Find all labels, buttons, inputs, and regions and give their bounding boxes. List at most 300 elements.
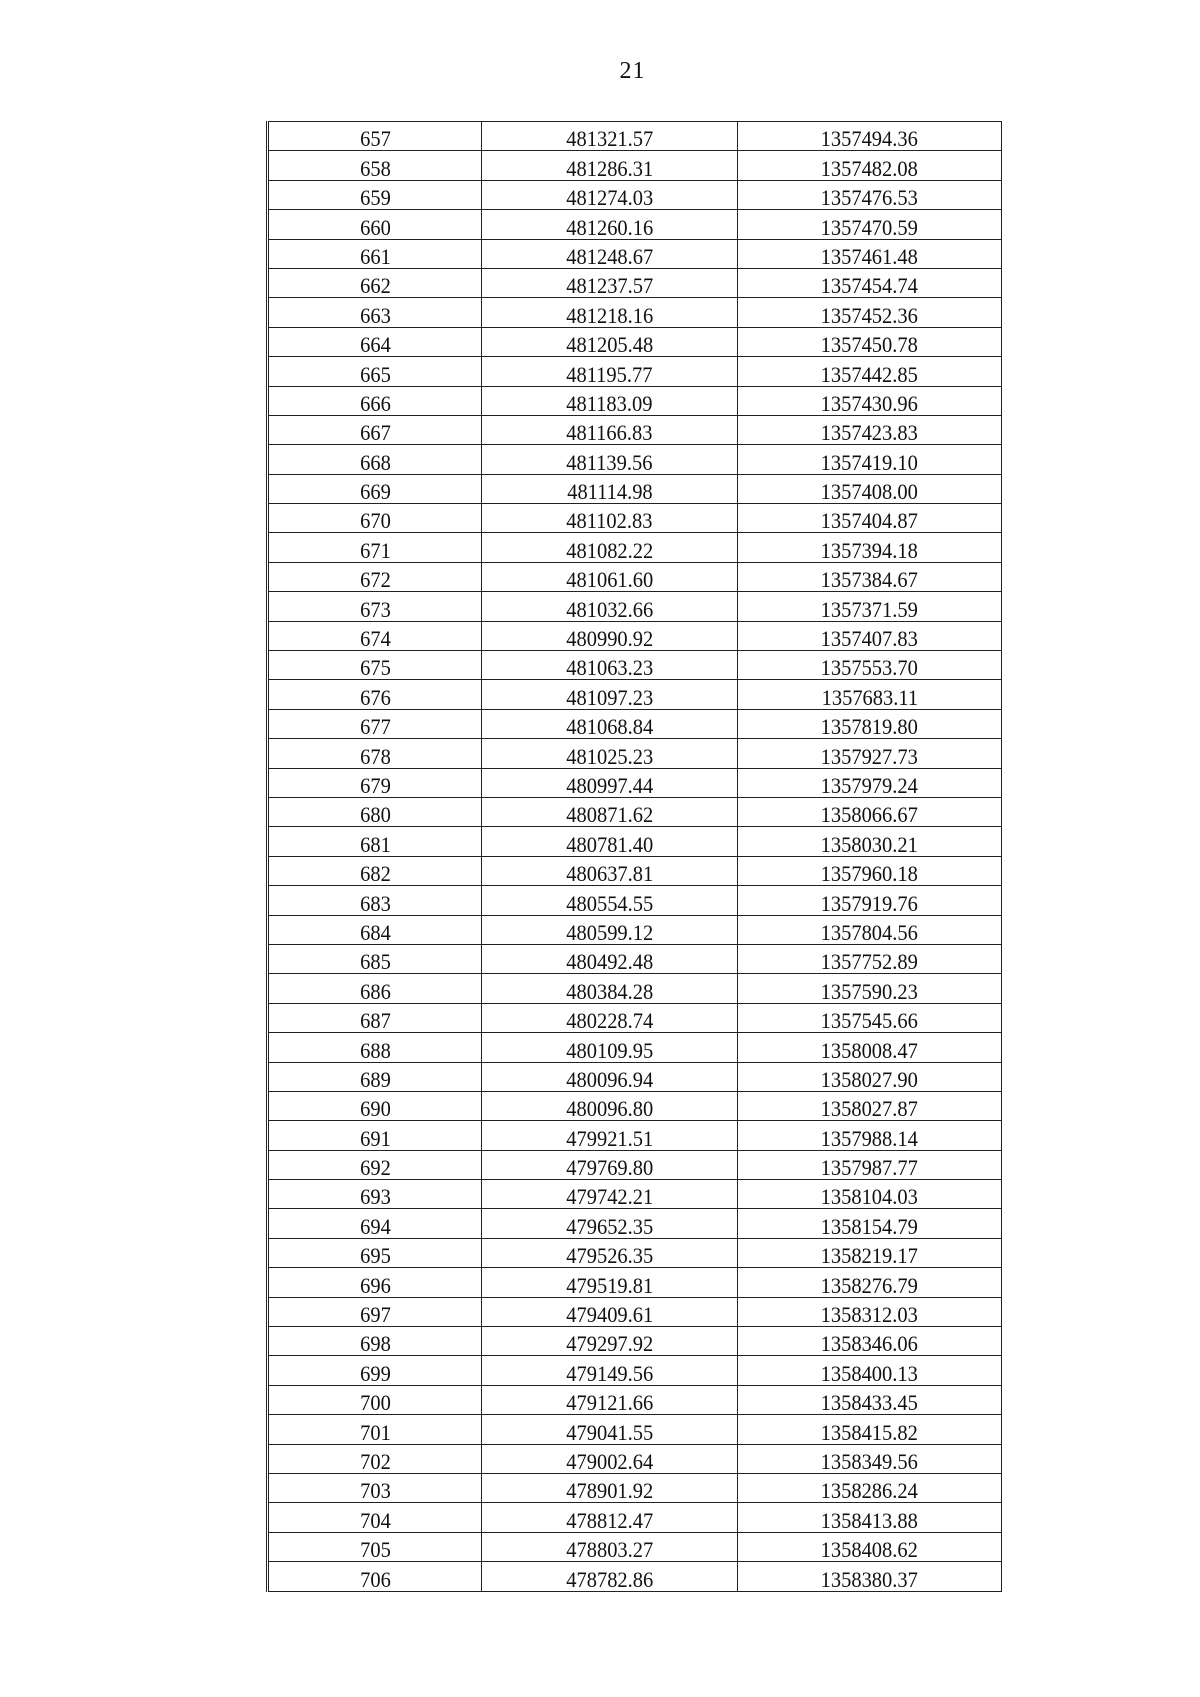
cell-value: 680 — [359, 802, 391, 828]
table-row — [268, 504, 1002, 533]
table-row — [268, 239, 1002, 268]
cell-value: 1358312.03 — [820, 1302, 919, 1328]
cell-value: 480637.81 — [566, 861, 653, 887]
cell-value: 1357960.18 — [820, 861, 919, 887]
table-row — [268, 886, 1002, 915]
x-coordinate-cell — [482, 592, 738, 621]
y-coordinate-cell — [738, 474, 1002, 503]
y-coordinate-cell — [738, 445, 1002, 474]
cell-value: 665 — [359, 361, 391, 387]
y-coordinate-cell — [738, 1121, 1002, 1150]
cell-value: 1358276.79 — [820, 1272, 919, 1298]
y-coordinate-cell — [738, 1297, 1002, 1326]
point-number-cell — [268, 1385, 482, 1414]
point-number-cell — [268, 1503, 482, 1532]
x-coordinate-cell — [482, 562, 738, 591]
y-coordinate-cell — [738, 1473, 1002, 1502]
cell-value: 480997.44 — [566, 772, 653, 798]
x-coordinate-cell — [482, 1150, 738, 1179]
y-coordinate-cell — [738, 974, 1002, 1003]
y-coordinate-cell — [738, 533, 1002, 562]
x-coordinate-cell — [482, 1415, 738, 1444]
y-coordinate-cell — [738, 1532, 1002, 1561]
cell-value: 1358349.56 — [820, 1448, 919, 1474]
point-number-cell — [268, 592, 482, 621]
x-coordinate-cell — [482, 1062, 738, 1091]
point-number-cell — [268, 504, 482, 533]
table-row — [268, 151, 1002, 180]
y-coordinate-cell — [738, 709, 1002, 738]
cell-value: 684 — [359, 919, 391, 945]
cell-value: 661 — [359, 243, 391, 269]
x-coordinate-cell — [482, 1238, 738, 1267]
table-row — [268, 562, 1002, 591]
table-row — [268, 1121, 1002, 1150]
cell-value: 481032.66 — [566, 596, 653, 622]
y-coordinate-cell — [738, 651, 1002, 680]
x-coordinate-cell — [482, 1297, 738, 1326]
cell-value: 703 — [359, 1478, 391, 1504]
cell-value: 480384.28 — [566, 978, 653, 1004]
cell-value: 1357442.85 — [820, 361, 919, 387]
x-coordinate-cell — [482, 1562, 738, 1591]
cell-value: 668 — [359, 449, 391, 475]
y-coordinate-cell — [738, 739, 1002, 768]
y-coordinate-cell — [738, 239, 1002, 268]
cell-value: 1357919.76 — [820, 890, 919, 916]
cell-value: 479769.80 — [566, 1155, 653, 1181]
y-coordinate-cell — [738, 1503, 1002, 1532]
cell-value: 1358027.90 — [820, 1066, 919, 1092]
point-number-cell — [268, 239, 482, 268]
cell-value: 480096.80 — [566, 1096, 653, 1122]
cell-value: 480109.95 — [566, 1037, 653, 1063]
cell-value: 1358154.79 — [820, 1213, 919, 1239]
cell-value: 695 — [359, 1243, 391, 1269]
x-coordinate-cell — [482, 944, 738, 973]
y-coordinate-cell — [738, 1091, 1002, 1120]
cell-value: 479652.35 — [566, 1213, 653, 1239]
point-number-cell — [268, 1238, 482, 1267]
y-coordinate-cell — [738, 768, 1002, 797]
table-row — [268, 1532, 1002, 1561]
point-number-cell — [268, 1473, 482, 1502]
table-row — [268, 915, 1002, 944]
y-coordinate-cell — [738, 1180, 1002, 1209]
cell-value: 1358408.62 — [820, 1537, 919, 1563]
x-coordinate-cell — [482, 1327, 738, 1356]
x-coordinate-cell — [482, 827, 738, 856]
x-coordinate-cell — [482, 151, 738, 180]
table-row — [268, 1473, 1002, 1502]
y-coordinate-cell — [738, 680, 1002, 709]
x-coordinate-cell — [482, 1503, 738, 1532]
cell-value: 664 — [359, 332, 391, 358]
x-coordinate-cell — [482, 1356, 738, 1385]
cell-value: 481166.83 — [566, 420, 653, 446]
x-coordinate-cell — [482, 1532, 738, 1561]
table-row — [268, 327, 1002, 356]
cell-value: 1358400.13 — [820, 1360, 919, 1386]
cell-value: 1358066.67 — [820, 802, 919, 828]
point-number-cell — [268, 180, 482, 209]
cell-value: 666 — [359, 390, 391, 416]
point-number-cell — [268, 886, 482, 915]
point-number-cell — [268, 1150, 482, 1179]
cell-value: 682 — [359, 861, 391, 887]
table-row — [268, 1297, 1002, 1326]
table-row — [268, 856, 1002, 885]
table-row — [268, 1238, 1002, 1267]
y-coordinate-cell — [738, 1385, 1002, 1414]
cell-value: 479526.35 — [566, 1243, 653, 1269]
point-number-cell — [268, 709, 482, 738]
cell-value: 1358413.88 — [820, 1507, 919, 1533]
y-coordinate-cell — [738, 1150, 1002, 1179]
table-row — [268, 1356, 1002, 1385]
point-number-cell — [268, 1327, 482, 1356]
cell-value: 686 — [359, 978, 391, 1004]
cell-value: 1357476.53 — [820, 185, 919, 211]
x-coordinate-cell — [482, 886, 738, 915]
table-body — [268, 122, 1002, 1592]
y-coordinate-cell — [738, 1444, 1002, 1473]
table-row — [268, 1503, 1002, 1532]
table-row — [268, 1327, 1002, 1356]
y-coordinate-cell — [738, 1562, 1002, 1591]
cell-value: 1357384.67 — [820, 567, 919, 593]
x-coordinate-cell — [482, 445, 738, 474]
table-row — [268, 1444, 1002, 1473]
y-coordinate-cell — [738, 151, 1002, 180]
cell-value: 481195.77 — [566, 361, 653, 387]
x-coordinate-cell — [482, 680, 738, 709]
cell-value: 1358433.45 — [820, 1390, 919, 1416]
table-row — [268, 386, 1002, 415]
cell-value: 676 — [359, 684, 391, 710]
point-number-cell — [268, 122, 482, 151]
cell-value: 662 — [359, 273, 391, 299]
point-number-cell — [268, 1033, 482, 1062]
cell-value: 1357371.59 — [820, 596, 919, 622]
table-row — [268, 1562, 1002, 1591]
cell-value: 481321.57 — [566, 126, 653, 152]
y-coordinate-cell — [738, 504, 1002, 533]
point-number-cell — [268, 268, 482, 297]
cell-value: 481237.57 — [566, 273, 653, 299]
cell-value: 657 — [359, 126, 391, 152]
cell-value: 1357545.66 — [820, 1008, 919, 1034]
table-row — [268, 122, 1002, 151]
point-number-cell — [268, 1268, 482, 1297]
cell-value: 1357683.11 — [821, 684, 918, 710]
cell-value: 1357553.70 — [820, 655, 919, 681]
point-number-cell — [268, 1415, 482, 1444]
table-row — [268, 974, 1002, 1003]
y-coordinate-cell — [738, 562, 1002, 591]
cell-value: 678 — [359, 743, 391, 769]
cell-value: 660 — [359, 214, 391, 240]
y-coordinate-cell — [738, 1062, 1002, 1091]
y-coordinate-cell — [738, 1415, 1002, 1444]
cell-value: 687 — [359, 1008, 391, 1034]
table-row — [268, 1091, 1002, 1120]
cell-value: 1357408.00 — [820, 479, 919, 505]
point-number-cell — [268, 1180, 482, 1209]
cell-value: 685 — [359, 949, 391, 975]
y-coordinate-cell — [738, 386, 1002, 415]
cell-value: 481139.56 — [566, 449, 653, 475]
cell-value: 675 — [359, 655, 391, 681]
cell-value: 481114.98 — [566, 479, 653, 505]
x-coordinate-cell — [482, 1091, 738, 1120]
point-number-cell — [268, 1297, 482, 1326]
cell-value: 480554.55 — [566, 890, 653, 916]
point-number-cell — [268, 474, 482, 503]
cell-value: 671 — [359, 537, 391, 563]
y-coordinate-cell — [738, 856, 1002, 885]
cell-value: 1358219.17 — [820, 1243, 919, 1269]
point-number-cell — [268, 915, 482, 944]
table-row — [268, 533, 1002, 562]
cell-value: 1358415.82 — [820, 1419, 919, 1445]
cell-value: 479041.55 — [566, 1419, 653, 1445]
point-number-cell — [268, 1356, 482, 1385]
point-number-cell — [268, 827, 482, 856]
x-coordinate-cell — [482, 621, 738, 650]
cell-value: 690 — [359, 1096, 391, 1122]
point-number-cell — [268, 415, 482, 444]
table-row — [268, 651, 1002, 680]
point-number-cell — [268, 562, 482, 591]
y-coordinate-cell — [738, 298, 1002, 327]
point-number-cell — [268, 445, 482, 474]
y-coordinate-cell — [738, 180, 1002, 209]
point-number-cell — [268, 1209, 482, 1238]
point-number-cell — [268, 327, 482, 356]
point-number-cell — [268, 1121, 482, 1150]
y-coordinate-cell — [738, 944, 1002, 973]
cell-value: 689 — [359, 1066, 391, 1092]
y-coordinate-cell — [738, 1003, 1002, 1032]
cell-value: 481068.84 — [566, 714, 653, 740]
cell-value: 481286.31 — [566, 155, 653, 181]
x-coordinate-cell — [482, 1268, 738, 1297]
cell-value: 1357482.08 — [820, 155, 919, 181]
x-coordinate-cell — [482, 210, 738, 239]
point-number-cell — [268, 944, 482, 973]
cell-value: 700 — [359, 1390, 391, 1416]
cell-value: 1357452.36 — [820, 302, 919, 328]
cell-value: 479921.51 — [566, 1125, 653, 1151]
y-coordinate-cell — [738, 415, 1002, 444]
y-coordinate-cell — [738, 1238, 1002, 1267]
cell-value: 1357819.80 — [820, 714, 919, 740]
table-row — [268, 797, 1002, 826]
cell-value: 677 — [359, 714, 391, 740]
table-row — [268, 415, 1002, 444]
y-coordinate-cell — [738, 592, 1002, 621]
coordinates-table — [266, 121, 1002, 1592]
y-coordinate-cell — [738, 827, 1002, 856]
y-coordinate-cell — [738, 327, 1002, 356]
table-row — [268, 827, 1002, 856]
y-coordinate-cell — [738, 1209, 1002, 1238]
x-coordinate-cell — [482, 386, 738, 415]
x-coordinate-cell — [482, 1385, 738, 1414]
y-coordinate-cell — [738, 210, 1002, 239]
y-coordinate-cell — [738, 1327, 1002, 1356]
cell-value: 663 — [359, 302, 391, 328]
cell-value: 702 — [359, 1448, 391, 1474]
cell-value: 694 — [359, 1213, 391, 1239]
x-coordinate-cell — [482, 856, 738, 885]
point-number-cell — [268, 298, 482, 327]
point-number-cell — [268, 680, 482, 709]
cell-value: 1357752.89 — [820, 949, 919, 975]
table-row — [268, 621, 1002, 650]
point-number-cell — [268, 856, 482, 885]
x-coordinate-cell — [482, 1444, 738, 1473]
cell-value: 1358380.37 — [820, 1566, 919, 1592]
cell-value: 478901.92 — [566, 1478, 653, 1504]
cell-value: 478812.47 — [566, 1507, 653, 1533]
y-coordinate-cell — [738, 621, 1002, 650]
cell-value: 1357419.10 — [820, 449, 919, 475]
x-coordinate-cell — [482, 1121, 738, 1150]
cell-value: 481061.60 — [566, 567, 653, 593]
point-number-cell — [268, 651, 482, 680]
y-coordinate-cell — [738, 1356, 1002, 1385]
table-row — [268, 1209, 1002, 1238]
cell-value: 696 — [359, 1272, 391, 1298]
cell-value: 481183.09 — [566, 390, 653, 416]
point-number-cell — [268, 768, 482, 797]
cell-value: 480990.92 — [566, 626, 653, 652]
cell-value: 669 — [359, 479, 391, 505]
table-row — [268, 298, 1002, 327]
point-number-cell — [268, 1444, 482, 1473]
x-coordinate-cell — [482, 651, 738, 680]
y-coordinate-cell — [738, 122, 1002, 151]
point-number-cell — [268, 621, 482, 650]
cell-value: 480096.94 — [566, 1066, 653, 1092]
cell-value: 1357407.83 — [820, 626, 919, 652]
cell-value: 480781.40 — [566, 831, 653, 857]
table-row — [268, 768, 1002, 797]
cell-value: 1357494.36 — [820, 126, 919, 152]
y-coordinate-cell — [738, 886, 1002, 915]
y-coordinate-cell — [738, 797, 1002, 826]
cell-value: 681 — [359, 831, 391, 857]
cell-value: 479297.92 — [566, 1331, 653, 1357]
page-number: 21 — [619, 58, 646, 84]
x-coordinate-cell — [482, 415, 738, 444]
cell-value: 478782.86 — [566, 1566, 653, 1592]
cell-value: 481102.83 — [566, 508, 653, 534]
cell-value: 1357404.87 — [820, 508, 919, 534]
x-coordinate-cell — [482, 915, 738, 944]
table-row — [268, 709, 1002, 738]
cell-value: 699 — [359, 1360, 391, 1386]
point-number-cell — [268, 1562, 482, 1591]
cell-value: 481082.22 — [566, 537, 653, 563]
cell-value: 481025.23 — [566, 743, 653, 769]
table-row — [268, 1415, 1002, 1444]
y-coordinate-cell — [738, 357, 1002, 386]
table-row — [268, 680, 1002, 709]
table-row — [268, 944, 1002, 973]
x-coordinate-cell — [482, 739, 738, 768]
x-coordinate-cell — [482, 298, 738, 327]
cell-value: 679 — [359, 772, 391, 798]
x-coordinate-cell — [482, 797, 738, 826]
table-row — [268, 592, 1002, 621]
y-coordinate-cell — [738, 1033, 1002, 1062]
x-coordinate-cell — [482, 357, 738, 386]
cell-value: 1357430.96 — [820, 390, 919, 416]
table-row — [268, 268, 1002, 297]
cell-value: 481097.23 — [566, 684, 653, 710]
cell-value: 658 — [359, 155, 391, 181]
cell-value: 479519.81 — [566, 1272, 653, 1298]
table-row — [268, 1150, 1002, 1179]
x-coordinate-cell — [482, 1033, 738, 1062]
table-row — [268, 1003, 1002, 1032]
table-row — [268, 474, 1002, 503]
cell-value: 667 — [359, 420, 391, 446]
point-number-cell — [268, 533, 482, 562]
cell-value: 479121.66 — [566, 1390, 653, 1416]
cell-value: 697 — [359, 1302, 391, 1328]
x-coordinate-cell — [482, 239, 738, 268]
cell-value: 701 — [359, 1419, 391, 1445]
cell-value: 1358346.06 — [820, 1331, 919, 1357]
x-coordinate-cell — [482, 268, 738, 297]
table-row — [268, 357, 1002, 386]
cell-value: 673 — [359, 596, 391, 622]
cell-value: 691 — [359, 1125, 391, 1151]
x-coordinate-cell — [482, 1473, 738, 1502]
table-row — [268, 1180, 1002, 1209]
cell-value: 479149.56 — [566, 1360, 653, 1386]
point-number-cell — [268, 1062, 482, 1091]
cell-value: 481205.48 — [566, 332, 653, 358]
table-row — [268, 1385, 1002, 1414]
y-coordinate-cell — [738, 915, 1002, 944]
x-coordinate-cell — [482, 474, 738, 503]
point-number-cell — [268, 210, 482, 239]
table-row — [268, 210, 1002, 239]
cell-value: 1358104.03 — [820, 1184, 919, 1210]
cell-value: 480228.74 — [566, 1008, 653, 1034]
table-row — [268, 1033, 1002, 1062]
cell-value: 479002.64 — [566, 1448, 653, 1474]
cell-value: 1357461.48 — [820, 243, 919, 269]
x-coordinate-cell — [482, 180, 738, 209]
cell-value: 1357979.24 — [820, 772, 919, 798]
cell-value: 1357804.56 — [820, 919, 919, 945]
table-row — [268, 739, 1002, 768]
cell-value: 480492.48 — [566, 949, 653, 975]
cell-value: 1358027.87 — [820, 1096, 919, 1122]
table-row — [268, 180, 1002, 209]
point-number-cell — [268, 357, 482, 386]
cell-value: 480599.12 — [566, 919, 653, 945]
point-number-cell — [268, 1532, 482, 1561]
cell-value: 480871.62 — [566, 802, 653, 828]
cell-value: 704 — [359, 1507, 391, 1533]
